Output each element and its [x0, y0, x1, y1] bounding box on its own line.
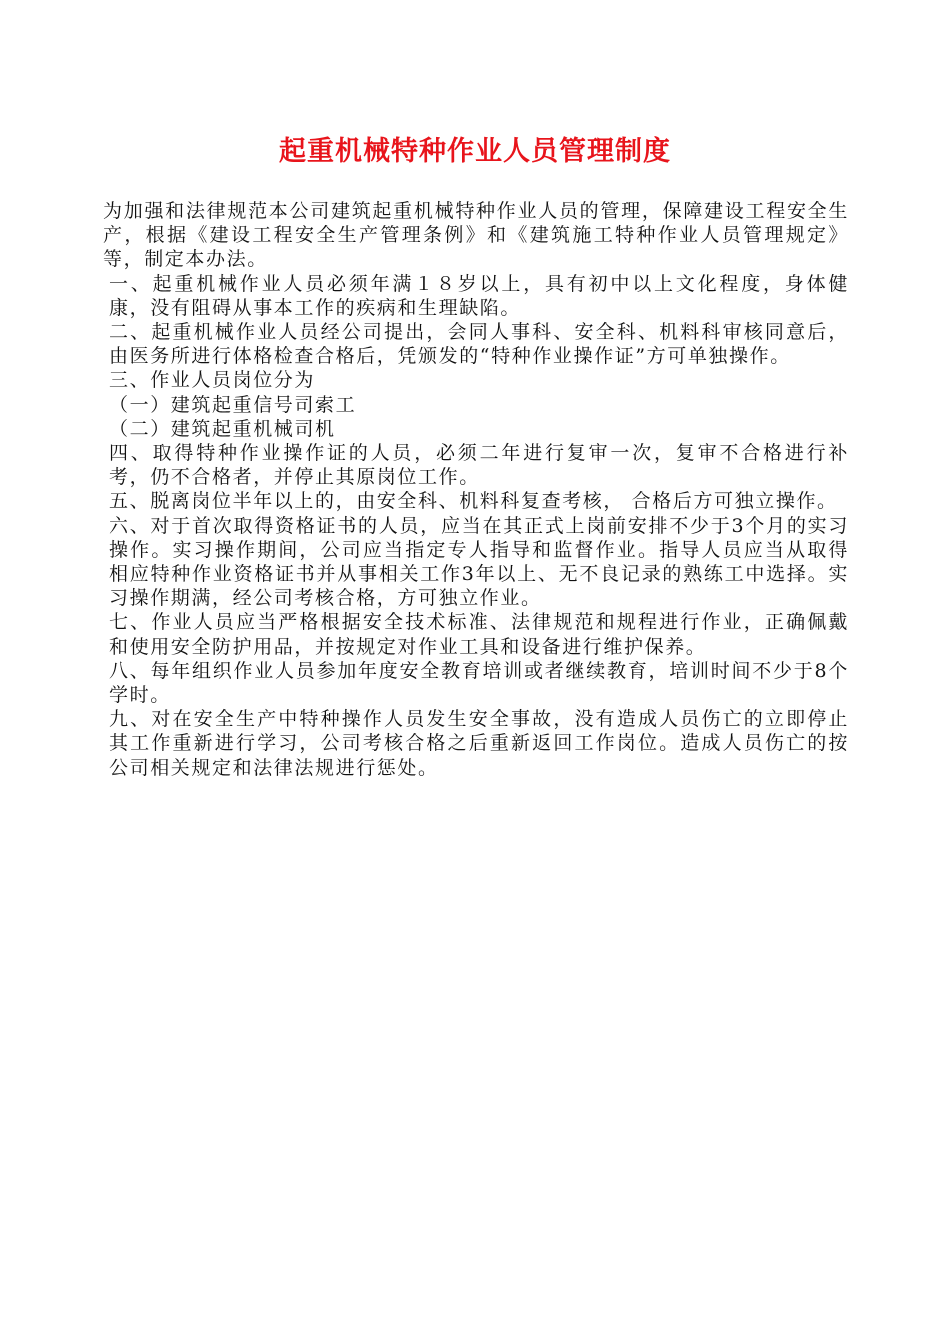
- clause-3-item-1: （一）建筑起重信号司索工: [109, 393, 357, 416]
- clause-6-paragraph: 六、对于首次取得资格证书的人员，应当在其正式上岗前安排不少于3个月的实习操作。实习操作期间，公司应当指定专人指导和监督作业。指导人员应当从取得相应特种作业资格证书并从事相关工作3年以上、无不良记录的熟练工中选择。实习操作期满，经公司考核合格，方可独立作业。: [109, 514, 849, 610]
- clause-9-paragraph: 九、对在安全生产中特种操作人员发生安全事故，没有造成人员伤亡的立即停止其工作重新进行学习，公司考核合格之后重新返回工作岗位。造成人员伤亡的按公司相关规定和法律法规进行惩处。: [109, 708, 849, 779]
- clause-7-paragraph: 七、作业人员应当严格根据安全技术标准、法律规范和规程进行作业，正确佩戴和使用安全防护用品，并按规定对作业工具和设备进行维护保养。: [109, 611, 849, 658]
- document-body: [103, 199, 857, 780]
- clause-3-paragraph: 三、作业人员岗位分为: [109, 369, 316, 392]
- clause-4-paragraph: 四、取得特种作业操作证的人员，必须二年进行复审一次，复审不合格进行补考，仍不合格者，并停止其原岗位工作。: [109, 442, 849, 489]
- page-title: 起重机械特种作业人员管理制度: [279, 136, 671, 167]
- clause-8-paragraph: 八、每年组织作业人员参加年度安全教育培训或者继续教育，培训时间不少于8个学时。: [109, 659, 849, 707]
- clause-5-paragraph: 五、脱离岗位半年以上的，由安全科、机料科复查考核， 合格后方可独立操作。: [109, 490, 838, 513]
- clause-2-paragraph: 二、起重机械作业人员经公司提出，会同人事科、安全科、机料科审核同意后， 由医务所进行体格检查合格后，凭颁发的“特种作业操作证”方可单独操作。: [109, 321, 857, 368]
- intro-paragraph: 为加强和法律规范本公司建筑起重机械特种作业人员的管理，保障建设工程安全生产，根据《建设工程安全生产管理条例》和《建筑施工特种作业人员管理规定》等，制定本办法。: [103, 200, 849, 271]
- clause-3-item-2: （二）建筑起重机械司机: [109, 417, 336, 440]
- clause-1-paragraph: 一、起重机械作业人员必须年满１８岁以上，具有初中以上文化程度，身体健康，没有阻碍从事本工作的疾病和生理缺陷。: [109, 272, 849, 319]
